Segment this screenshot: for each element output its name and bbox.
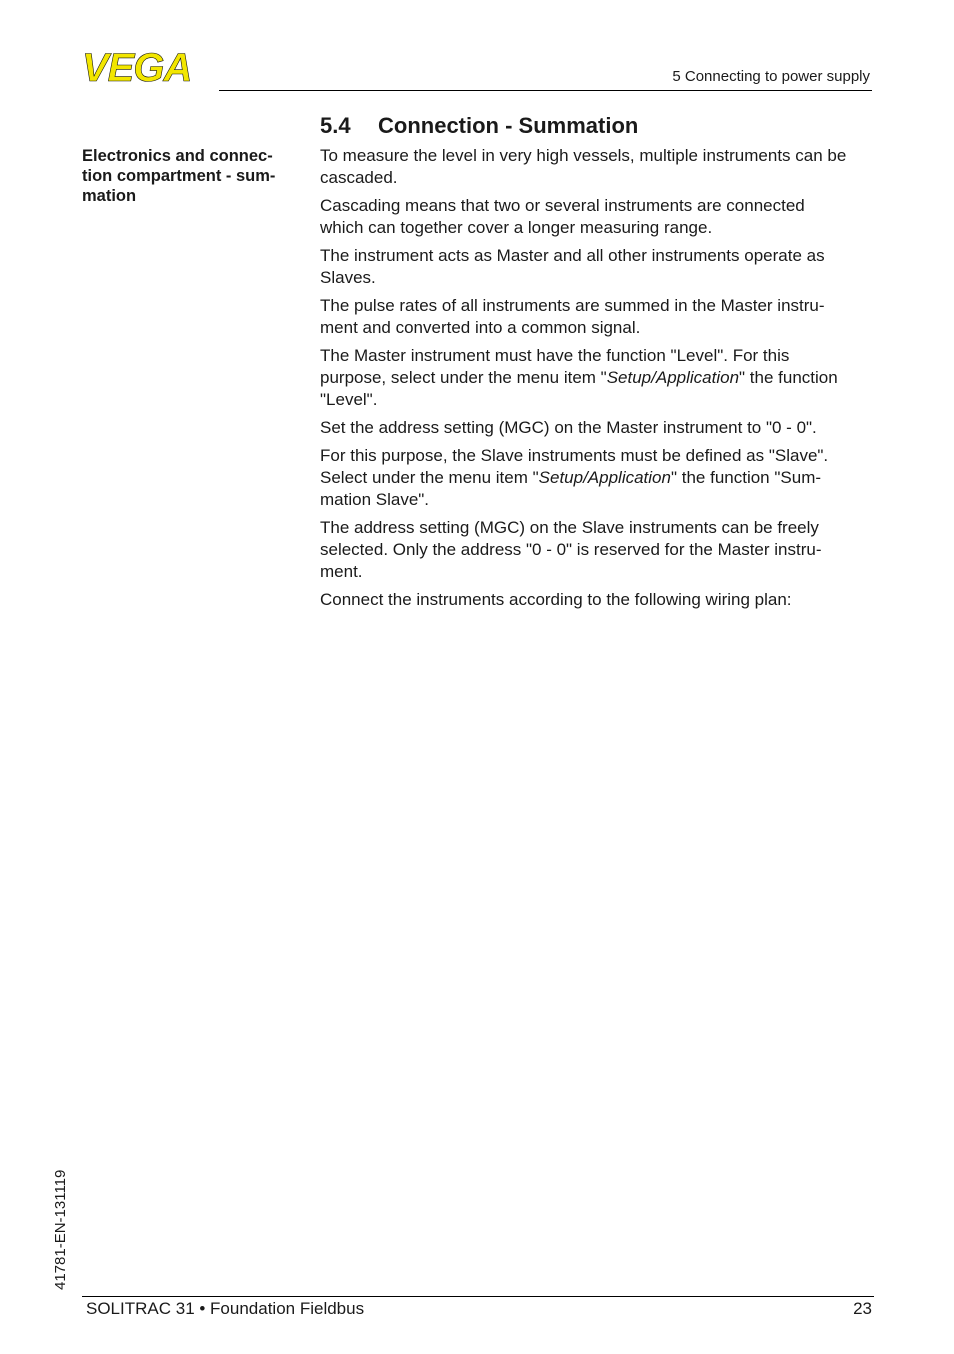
margin-note-line: tion compartment - sum- <box>82 167 276 185</box>
text-line: mation Slave". <box>320 490 430 509</box>
paragraph <box>320 295 880 339</box>
text-fragment: Select under the menu item " <box>320 468 539 487</box>
text-line: To measure the level in very high vessels, multiple instruments can be <box>320 146 847 165</box>
paragraph <box>320 517 880 583</box>
text-line <box>320 467 880 489</box>
text-line: For this purpose, the Slave instruments must be defined as "Slave". <box>320 446 829 465</box>
section-number: 5.4 <box>320 113 351 138</box>
document-id: 41781-EN-131119 <box>52 1169 69 1290</box>
footer-title: SOLITRAC 31 • Foundation Fieldbus <box>86 1299 365 1318</box>
text-line: The address setting (MGC) on the Slave instruments can be freely <box>320 518 819 537</box>
running-head: 5 Connecting to power supply <box>672 68 870 85</box>
section-title: Connection - Summation <box>378 113 639 138</box>
margin-note <box>82 146 302 206</box>
text-line: Connect the instruments according to the following wiring plan: <box>320 590 792 609</box>
text-line <box>320 367 880 389</box>
text-line: The instrument acts as Master and all other instruments operate as <box>320 246 825 265</box>
paragraph <box>320 245 880 289</box>
menu-path: Setup/Application <box>606 368 740 387</box>
text-line: Cascading means that two or several instruments are connected <box>320 196 805 215</box>
paragraph <box>320 345 880 411</box>
paragraph <box>320 589 880 611</box>
section-heading <box>320 113 638 139</box>
text-line: "Level". <box>320 390 378 409</box>
paragraph <box>320 445 880 511</box>
text-line: Slaves. <box>320 268 376 287</box>
text-line: ment and converted into a common signal. <box>320 318 641 337</box>
text-fragment: " the function "Sum- <box>670 468 822 487</box>
text-line: ment. <box>320 562 363 581</box>
vega-logo <box>82 50 212 84</box>
text-line: selected. Only the address "0 - 0" is reserved for the Master instru- <box>320 540 822 559</box>
footer-divider <box>82 1296 874 1297</box>
text-fragment: " the function <box>739 368 838 387</box>
page-number: 23 <box>853 1299 872 1318</box>
text-line: cascaded. <box>320 168 398 187</box>
logo-text: VEGA <box>82 50 192 84</box>
text-line: which can together cover a longer measuring range. <box>320 218 713 237</box>
text-line: The Master instrument must have the function "Level". For this <box>320 346 790 365</box>
header-divider <box>219 90 872 91</box>
paragraph <box>320 195 880 239</box>
text-fragment: purpose, select under the menu item " <box>320 368 607 387</box>
paragraph <box>320 145 880 189</box>
body-text <box>320 145 880 617</box>
text-line: Set the address setting (MGC) on the Master instrument to "0 - 0". <box>320 418 817 437</box>
paragraph <box>320 417 880 439</box>
text-line: The pulse rates of all instruments are summed in the Master instru- <box>320 296 825 315</box>
margin-note-line: mation <box>82 187 137 205</box>
margin-note-line: Electronics and connec- <box>82 147 273 165</box>
menu-path: Setup/Application <box>538 468 671 487</box>
